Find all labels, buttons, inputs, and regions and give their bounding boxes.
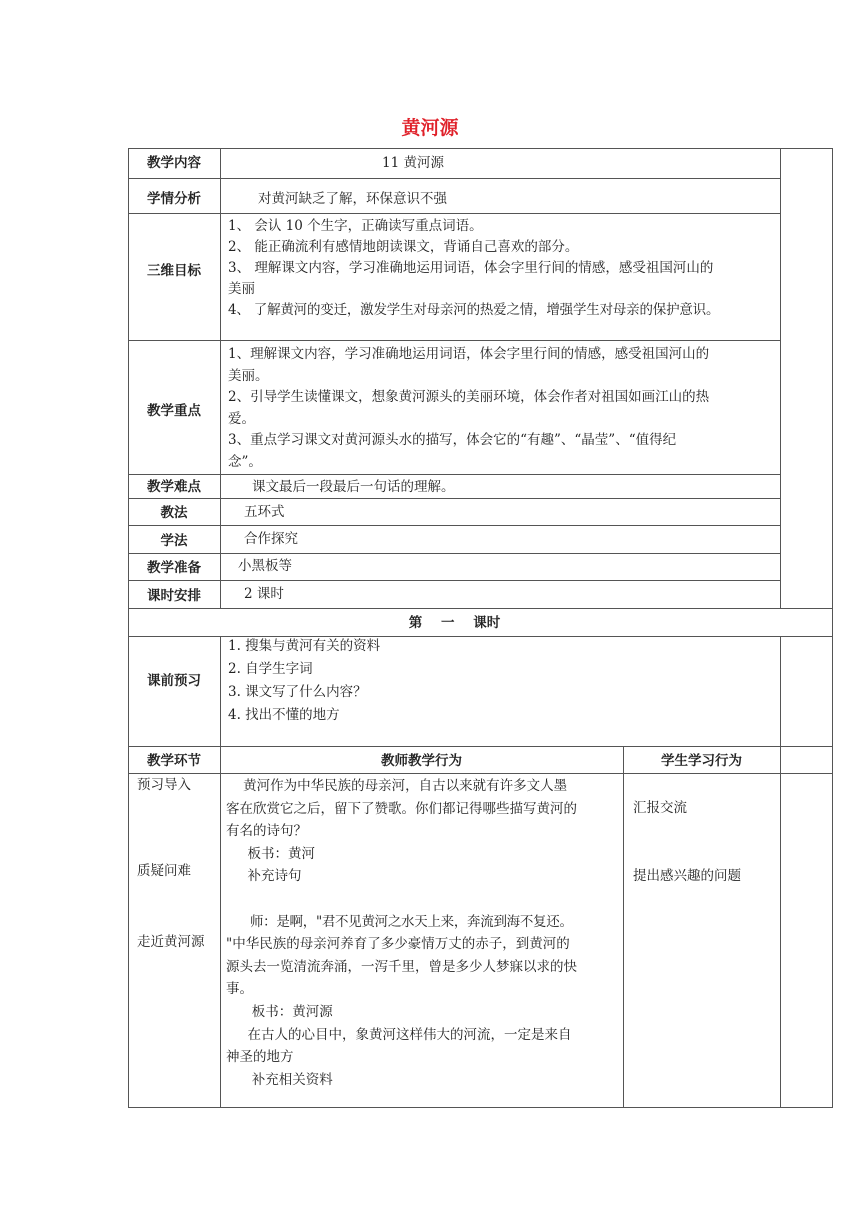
student-action: 提出感兴趣的问题	[633, 868, 741, 884]
key-point-line: 1、理解课文内容，学习准确地运用词语，体会字里行间的情感，感受祖国河山的	[228, 346, 710, 362]
row-line	[128, 148, 833, 149]
row-value-schedule: 2 课时	[244, 586, 284, 602]
row-line	[128, 580, 781, 581]
teacher-line: 客在欣赏它之后，留下了赞歌。你们都记得哪些描写黄河的	[226, 800, 577, 817]
stage-label: 质疑问难	[137, 863, 191, 879]
row-value-learning: 合作探究	[244, 531, 298, 547]
key-point-line: 念”。	[228, 453, 262, 470]
row-label-preview: 课前预习	[147, 673, 201, 689]
student-action: 汇报交流	[633, 800, 687, 816]
preview-item: 2. 自学生字词	[228, 661, 313, 677]
teacher-line: 在古人的心目中，象黄河这样伟大的河流，一定是来自	[226, 1026, 572, 1043]
key-point-line: 2、引导学生读懂课文，想象黄河源头的美丽环境，体会作者对祖国如画江山的热	[228, 389, 710, 405]
row-label-schedule: 课时安排	[147, 588, 201, 604]
teacher-line: 补充相关资料	[226, 1071, 333, 1088]
row-label-content: 教学内容	[147, 155, 201, 171]
row-value-content: 11 黄河源	[382, 155, 444, 171]
row-value-method: 五环式	[244, 504, 285, 520]
row-label-difficulty: 教学难点	[147, 479, 201, 495]
row-line	[128, 773, 833, 774]
lesson-plan-table	[128, 148, 833, 1108]
row-line	[128, 525, 781, 526]
row-line	[128, 178, 781, 179]
goal-line: 3、 理解课文内容，学习准确地运用词语，体会字里行间的情感，感受祖国河山的	[228, 260, 714, 276]
preview-item: 4. 找出不懂的地方	[228, 707, 340, 723]
row-label-method: 教法	[160, 505, 188, 521]
teacher-line: 有名的诗句？	[226, 823, 307, 840]
label-column-divider	[220, 148, 221, 608]
table-right-border	[832, 148, 833, 1108]
key-point-line: 3、重点学习课文对黄河源头水的描写，体会它的“有趣”、“晶莹”、“值得纪	[228, 432, 677, 448]
document-title: 黄河源	[401, 117, 459, 139]
row-value-analysis: 对黄河缺乏了解，环保意识不强	[258, 191, 447, 207]
row-label-key-points: 教学重点	[147, 403, 201, 419]
teacher-line	[226, 888, 622, 911]
preview-item: 3. 课文写了什么内容？	[228, 684, 367, 700]
preview-item: 1. 搜集与黄河有关的资料	[228, 638, 381, 654]
teacher-line: 板书：黄河源	[226, 1003, 333, 1020]
student-column-right-border	[780, 746, 781, 1108]
row-line	[128, 340, 781, 341]
preview-list	[228, 635, 780, 727]
teacher-line: 事。	[226, 981, 253, 998]
key-point-line: 爱。	[228, 410, 255, 427]
goals-list	[228, 216, 780, 321]
teacher-line: 板书：黄河	[226, 845, 315, 862]
header-stage: 教学环节	[147, 753, 201, 769]
label-column-divider-lower	[220, 636, 221, 1108]
teacher-line: 师：是啊，"君不见黄河之水天上来，奔流到海不复还。	[226, 913, 573, 930]
row-label-analysis: 学情分析	[147, 191, 201, 207]
teacher-activity-text	[226, 775, 622, 1091]
row-line	[128, 213, 781, 214]
goal-line: 2、 能正确流利有感情地朗读课文，背诵自己喜欢的部分。	[228, 239, 579, 255]
teacher-line: 黄河作为中华民族的母亲河，自古以来就有许多文人墨	[226, 778, 568, 794]
goal-line: 4、 了解黄河的变迁，激发学生对母亲河的热爱之情，增强学生对母亲的保护意识。	[228, 302, 720, 318]
row-line	[128, 474, 781, 475]
value-column-right-border	[780, 148, 781, 608]
teacher-line: "中华民族的母亲河养育了多少豪情万丈的赤子，到黄河的	[226, 936, 570, 953]
row-line	[128, 498, 781, 499]
teacher-line: 神圣的地方	[226, 1049, 294, 1066]
key-point-line: 美丽。	[228, 367, 269, 384]
row-value-prep: 小黑板等	[238, 558, 292, 574]
table-bottom-border	[128, 1107, 833, 1108]
goal-line: 美丽	[228, 281, 255, 297]
row-value-difficulty: 课文最后一段最后一句话的理解。	[252, 479, 455, 495]
row-line	[128, 553, 781, 554]
header-teacher: 教师教学行为	[381, 753, 462, 769]
teacher-line: 源头去一览清流奔涌，一泻千里，曾是多少人梦寐以求的快	[226, 958, 577, 975]
row-label-goals: 三维目标	[147, 263, 201, 279]
teacher-line: 补充诗句	[226, 868, 302, 885]
preview-column-right-border	[780, 636, 781, 746]
row-label-prep: 教学准备	[147, 560, 201, 576]
goal-line: 1、 会认 10 个生字，正确读写重点词语。	[228, 218, 483, 234]
lesson-heading: 第 一 课时	[408, 615, 501, 631]
key-points-list	[228, 344, 780, 473]
stage-label: 走近黄河源	[137, 934, 205, 950]
header-student: 学生学习行为	[661, 753, 742, 769]
row-line	[128, 746, 833, 747]
row-label-learning: 学法	[160, 533, 188, 549]
stage-label: 预习导入	[137, 777, 191, 793]
row-line	[128, 608, 833, 609]
teacher-student-divider	[623, 746, 624, 1108]
